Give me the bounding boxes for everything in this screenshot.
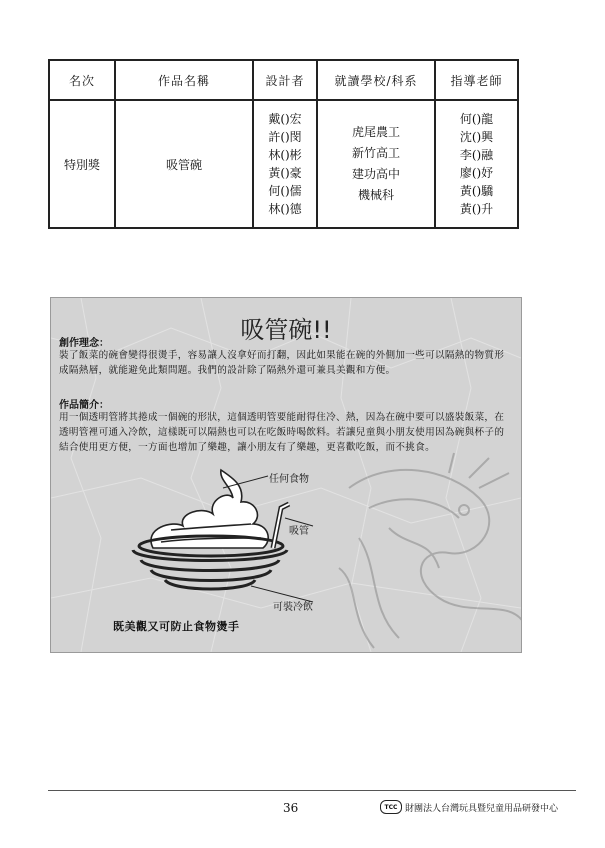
tcc-logo: TCC — [380, 800, 402, 814]
teacher-name: 黃()升 — [459, 202, 494, 216]
page-number: 36 — [283, 801, 299, 815]
table-row — [49, 100, 518, 228]
school-name: 虎尾農工 — [351, 125, 400, 139]
organization-name: 財團法人台灣玩具暨兒童用品研發中心 — [405, 803, 559, 814]
header-school: 就讀學校/科系 — [317, 60, 435, 100]
teacher-name: 何()龍 — [459, 112, 494, 126]
designer-name: 許()閔 — [268, 130, 302, 144]
footer-organization — [380, 800, 558, 814]
school-name: 建功高中 — [351, 167, 400, 181]
cell-work: 吸管碗 — [115, 100, 253, 228]
header-designers: 設計者 — [253, 60, 317, 100]
poster-caption: 既美觀又可防止食物燙手 — [113, 620, 240, 633]
intro-heading: 作品簡介： — [59, 400, 109, 411]
teacher-name: 黃()驕 — [459, 184, 494, 198]
designer-name: 何()儒 — [268, 184, 302, 198]
header-teachers: 指導老師 — [435, 60, 518, 100]
header-rank: 名次 — [49, 60, 115, 100]
designer-name: 林()彬 — [268, 148, 302, 162]
cell-schools — [317, 100, 435, 228]
label-cold-drink: 可裝冷飲 — [273, 602, 313, 613]
poster-title: 吸管碗!! — [240, 316, 332, 344]
label-straw: 吸管 — [289, 526, 309, 537]
designer-name: 戴()宏 — [268, 112, 302, 126]
design-poster — [50, 297, 522, 653]
dragon-watermark — [329, 448, 522, 653]
cell-teachers — [435, 100, 518, 228]
teacher-name: 廖()妤 — [459, 166, 494, 180]
teacher-name: 沈()興 — [459, 130, 494, 144]
award-table — [48, 59, 519, 229]
school-name: 新竹高工 — [351, 146, 400, 160]
intro-text: 用一個透明管將其捲成一個碗的形狀，這個透明管要能耐得住冷、熱，因為在碗中要可以盛裝飯菜，在透明管裡可通入冷飲，這樣既可以隔熱也可以在吃飯時喝飲料。若讓兒童與小朋友使用因為碗與杯子的結合使用更方便，一方面也增加了樂趣，讓小朋友有了樂趣，更喜歡吃飯，而不挑食。 — [59, 412, 505, 453]
school-name: 機械科 — [357, 188, 394, 202]
table-header-row — [49, 60, 518, 100]
cell-rank: 特別獎 — [49, 100, 115, 228]
designer-name: 黃()豪 — [268, 166, 302, 180]
cell-designers — [253, 100, 317, 228]
concept-heading: 創作理念： — [59, 338, 109, 349]
designer-name: 林()德 — [268, 202, 302, 216]
header-work: 作品名稱 — [115, 60, 253, 100]
label-any-food: 任何食物 — [269, 474, 309, 485]
concept-text: 裝了飯菜的碗會變得很燙手，容易讓人沒拿好而打翻，因此如果能在碗的外側加一些可以隔熱的物質形成隔熱層，就能避免此類問題。我們的設計除了隔熱外還可兼具美觀和方便。 — [59, 350, 505, 376]
straw-bowl-illustration — [123, 468, 323, 608]
teacher-name: 李()融 — [459, 148, 494, 162]
footer-divider — [48, 790, 576, 791]
